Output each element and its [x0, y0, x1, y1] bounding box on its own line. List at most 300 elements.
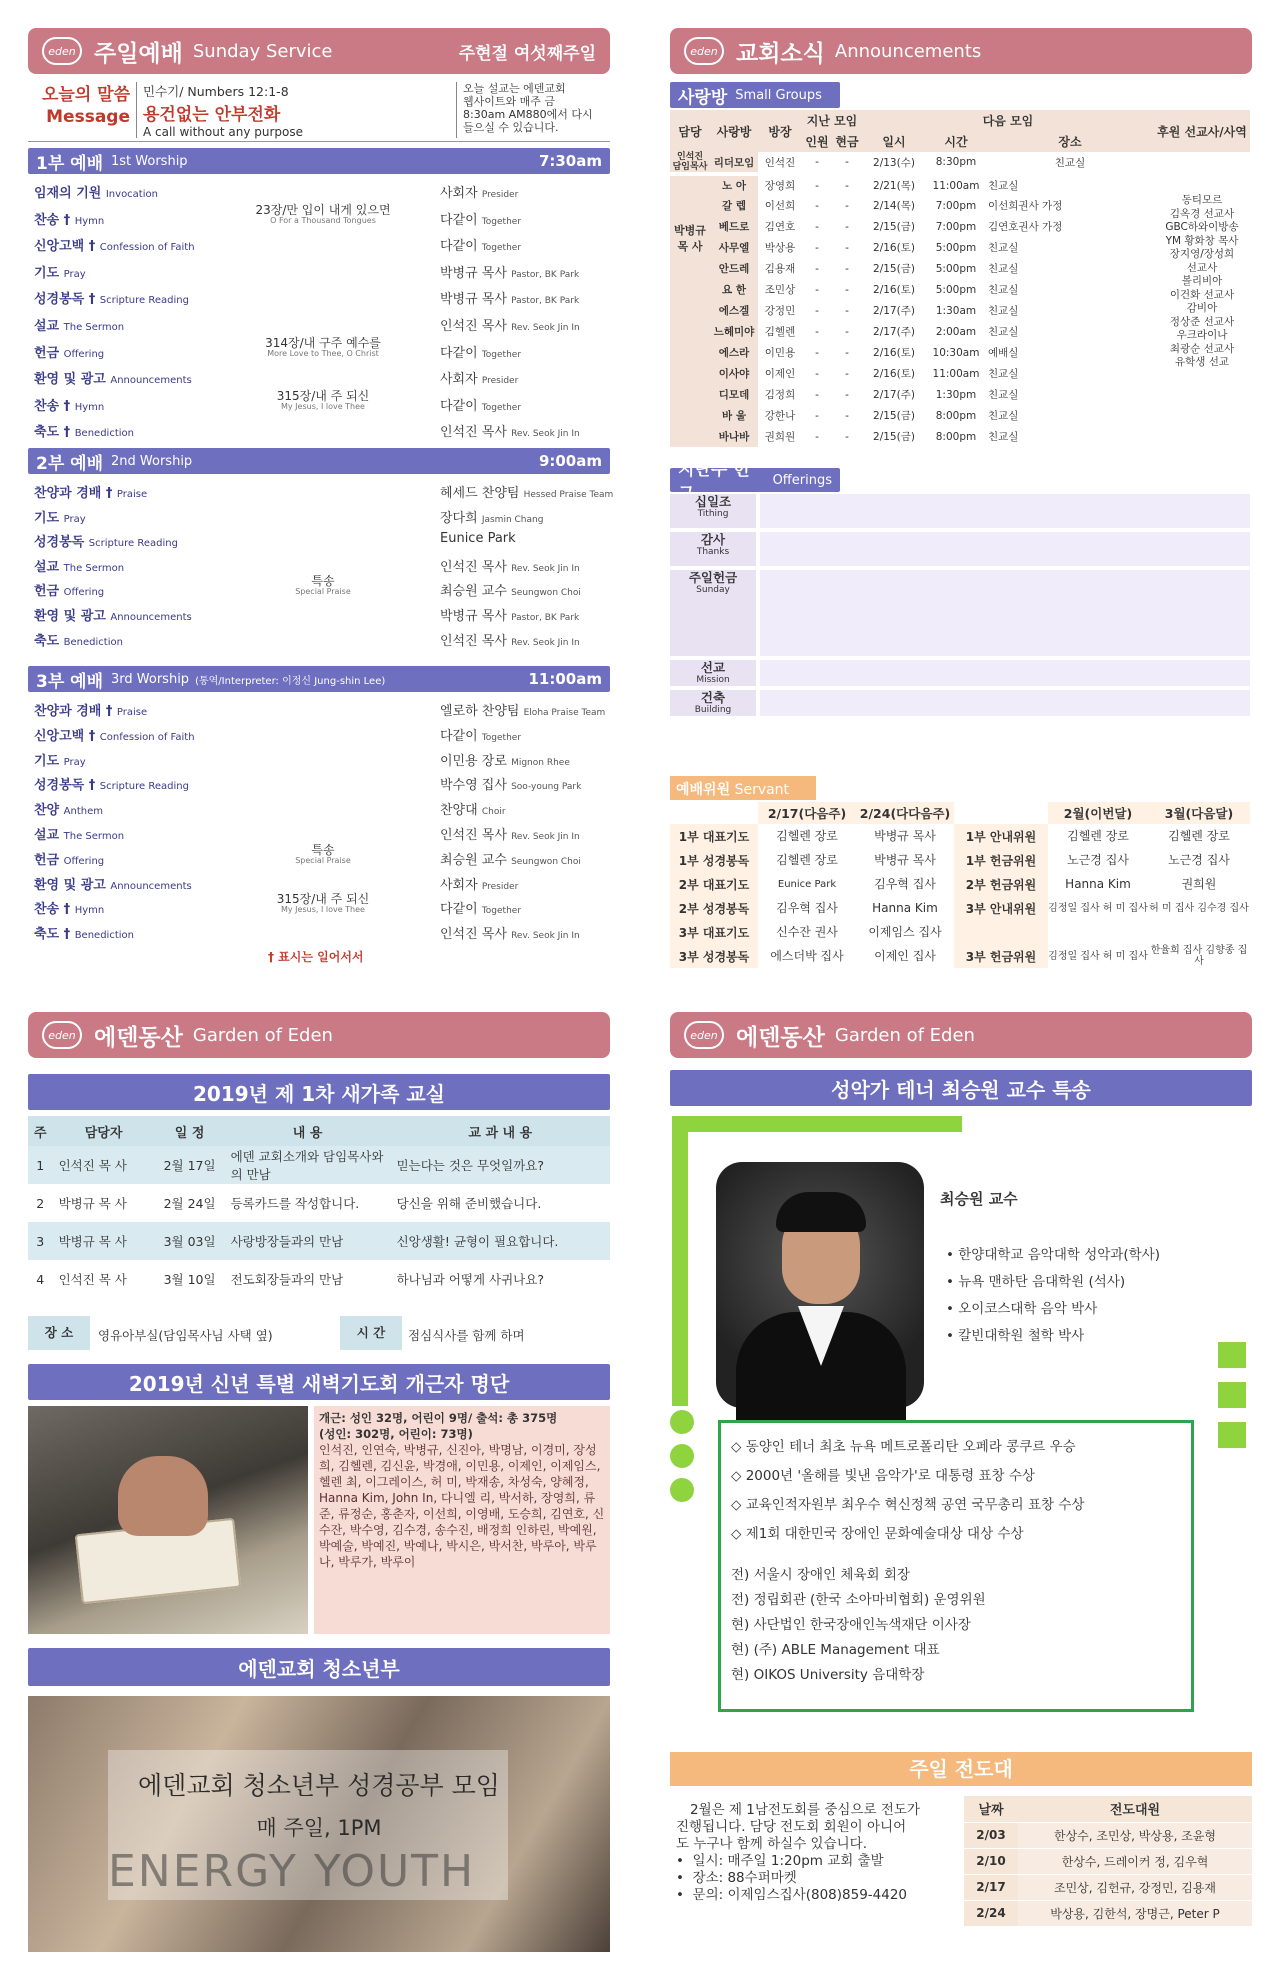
offering-label-ko: 십일조 — [694, 494, 732, 509]
message-box — [28, 78, 610, 142]
cell: 10:30am — [932, 346, 980, 359]
order-item-person — [440, 799, 506, 818]
order-item-name — [34, 262, 86, 281]
missionary-line: 장지영/장성희 — [1169, 248, 1235, 260]
cell: 8:30pm — [935, 156, 977, 168]
order-item-person — [440, 482, 613, 501]
order-item-name — [34, 605, 192, 624]
person-name-en: Together — [481, 243, 522, 254]
service-order-row — [28, 601, 628, 627]
class-row — [28, 1146, 610, 1184]
person-name-en: Presider — [481, 881, 519, 892]
person-name: 인석진 목사 — [440, 425, 507, 441]
servant-name: 김정일 집사 허 미 집사 — [1048, 902, 1148, 914]
career-item: 현) 사단법인 한국장애인녹색재단 이사장 — [731, 1617, 971, 1633]
cell: - — [815, 179, 819, 192]
offering-label — [670, 690, 756, 716]
order-item-person — [440, 288, 579, 307]
message-verse: 민수기/ Numbers 12:1-8 — [143, 84, 289, 99]
servant-name: 한율희 집사 김향종 집사 — [1150, 945, 1248, 967]
servant-row — [670, 824, 1250, 848]
cell: 이민용 — [764, 347, 796, 359]
order-item-label: 찬양과 경배 † — [34, 704, 113, 719]
first-worship-title: 1부 예배 — [36, 153, 104, 174]
missionary-line: 김옥경 선교사 — [1169, 207, 1235, 220]
cell: 2/16(토) — [873, 347, 915, 359]
cell: 장영희 — [764, 180, 796, 192]
tenor-education-list — [946, 1242, 1160, 1350]
evangelism-row — [964, 1822, 1252, 1848]
evangelism-bullet: • 장소: 88수퍼마켓 — [676, 1870, 797, 1886]
order-item-person — [440, 262, 579, 281]
servant-name: Eunice Park — [777, 878, 837, 890]
person-name-en: Pastor, BK Park — [511, 296, 580, 307]
order-item-person — [440, 824, 580, 843]
order-item-name — [34, 874, 192, 893]
order-item-label-en: Announcements — [110, 880, 192, 892]
col-header: 담당자 — [53, 1116, 155, 1146]
hymn-title: 특송 — [311, 574, 335, 589]
offering-label — [670, 570, 756, 656]
offerings-table — [670, 494, 1250, 774]
order-item-label-en: Pray — [63, 268, 86, 280]
servant-name — [1148, 920, 1250, 944]
offering-value — [760, 532, 1250, 566]
worship-week: 주현절 여섯째주일 — [458, 43, 596, 64]
service-order-row — [28, 696, 628, 722]
person-name: 인석진 목사 — [440, 927, 507, 943]
education-text: 한양대학교 음악대학 성악과(학사) — [958, 1247, 1160, 1263]
order-item-label: 환영 및 광고 — [34, 372, 106, 388]
person-name-en: Rev. Seok Jin In — [511, 563, 580, 574]
order-item-label: 찬송 † — [34, 398, 71, 414]
evangelism-bullet: • 일시: 매주일 1:20pm 교회 출발 — [676, 1853, 884, 1869]
evangelism-line: 진행됩니다. 담당 전도회 회원이 아니어 — [676, 1819, 907, 1835]
cell: 조민상 — [764, 284, 796, 296]
evangelism-date: 2/10 — [964, 1848, 1018, 1874]
cell: - — [815, 241, 819, 254]
person-name-en: Together — [481, 732, 522, 743]
order-item-person — [440, 774, 581, 793]
col-header: 방장 — [758, 110, 802, 152]
order-item-label-en: Offering — [63, 348, 105, 360]
career-item: 현) (주) ABLE Management 대표 — [731, 1642, 940, 1658]
eden-right-title: 에덴동산 — [736, 1024, 825, 1051]
person-name: 이민용 장로 — [440, 753, 507, 769]
order-item-label: 기도 — [34, 265, 60, 281]
order-item-label: 찬송 † — [34, 212, 71, 228]
order-item-label: 설교 — [34, 828, 60, 843]
order-item-person — [440, 923, 580, 942]
eden-right-title-en: Garden of Eden — [834, 1024, 975, 1046]
green-dot-icon — [670, 1478, 694, 1502]
missionary-line: 이건화 선교사 — [1169, 288, 1235, 301]
servant-name: 김헬렌 장로 — [1067, 828, 1129, 843]
group-name: 느헤미야 — [710, 321, 758, 342]
cell: 친교실 — [988, 389, 1019, 401]
class-row — [28, 1222, 610, 1260]
first-worship-title-en: 1st Worship — [111, 153, 188, 169]
servant-row — [670, 944, 1250, 968]
person-name-en: Together — [481, 349, 522, 360]
cell: 친교실 — [988, 410, 1019, 422]
person-name-en: Together — [481, 216, 522, 227]
order-item-name — [34, 849, 104, 868]
worship-title: 주일예배 — [94, 40, 183, 67]
family-class-rows — [28, 1146, 610, 1298]
person-name-en: Soo-young Park — [511, 782, 582, 793]
servant-name: 김헬렌 장로 — [1168, 828, 1230, 843]
order-item-label-en: Scripture Reading — [88, 538, 178, 550]
cell: 김연호권사 가정 — [988, 221, 1063, 233]
service-order-row — [28, 746, 628, 772]
servant-role: 1부 헌금위원 — [954, 848, 1048, 872]
cell: - — [845, 325, 849, 338]
class-cell: 당신을 위해 준비했습니다. — [396, 1196, 542, 1211]
cell: - — [815, 304, 819, 317]
evangelism-row — [964, 1900, 1252, 1926]
cell: 강한나 — [764, 410, 796, 422]
evangelism-line: 도 누구나 함께 하실수 있습니다. — [676, 1836, 867, 1852]
cell: 1:30pm — [935, 388, 977, 401]
group-pastor: 박병규 목 사 — [670, 174, 710, 300]
first-worship-time: 7:30am — [538, 152, 602, 170]
service-order-row — [28, 503, 628, 529]
second-worship-title: 2부 예배 — [36, 453, 104, 474]
order-item-person — [440, 235, 521, 254]
group-name: 리더모임 — [710, 152, 758, 174]
cell: - — [815, 199, 819, 212]
order-item-name — [34, 700, 147, 719]
person-name-en: Together — [481, 906, 522, 917]
cell: - — [815, 156, 819, 168]
cell: - — [845, 409, 849, 422]
order-item-label: 신앙고백 † — [34, 728, 96, 744]
order-item-label-en: The Sermon — [63, 562, 125, 574]
eden-right-header — [670, 1012, 1252, 1058]
family-class-table — [28, 1116, 610, 1298]
servant-name: 권희원 — [1181, 876, 1217, 891]
order-item-hymn — [238, 337, 408, 358]
order-item-label-en: Benediction — [63, 636, 123, 648]
cell: 이제인 — [764, 368, 796, 380]
servant-role: 2부 대표기도 — [670, 872, 758, 896]
servant-row — [670, 920, 1250, 944]
order-item-label-en: Announcements — [110, 612, 192, 623]
offering-row — [670, 494, 1250, 528]
order-item-label-en: Offering — [63, 587, 105, 599]
cell: 2/17(주) — [873, 326, 915, 338]
hymn-title: 315장/내 주 되신 — [276, 892, 370, 907]
service-order-row — [28, 894, 628, 920]
servant-role: 2부 헌금위원 — [954, 872, 1048, 896]
youth-study-label: 에덴교회 청소년부 성경공부 모임 — [138, 1771, 500, 1800]
third-worship-order — [28, 696, 628, 958]
servant-name: 노근경 집사 — [1168, 852, 1230, 867]
evangelism-date: 2/24 — [964, 1900, 1018, 1926]
order-item-label: 축도 † — [34, 425, 71, 441]
person-name: 다같이 — [440, 902, 478, 918]
second-worship-title-en: 2nd Worship — [111, 453, 193, 469]
person-name-en: Rev. Seok Jin In — [511, 323, 580, 333]
col-header: 일시 — [862, 131, 926, 152]
evangelism-line: 2월은 제 1남전도회를 중심으로 전도가 — [690, 1802, 920, 1818]
eden-left-section — [28, 1012, 610, 1952]
missionary-line: YM 황화창 목사 — [1165, 234, 1239, 247]
col-header — [670, 802, 758, 824]
group-name: 에스라 — [710, 342, 758, 363]
class-cell: 박병규 목 사 — [53, 1222, 155, 1260]
cell: 2/15(금) — [873, 410, 915, 422]
hymn-title: 314장/내 구주 예수를 — [265, 335, 381, 350]
servant-name: 에스더박 집사 — [770, 948, 844, 963]
third-worship-bar — [28, 666, 610, 692]
eden-logo-icon: eden — [42, 1021, 82, 1049]
cell: 친교실 — [988, 242, 1019, 254]
missionary-line: 볼리비아 — [1181, 275, 1223, 287]
servant-role: 1부 안내위원 — [954, 824, 1048, 848]
evangelism-date: 2/03 — [964, 1822, 1018, 1848]
person-name: 박병규 목사 — [440, 609, 507, 624]
class-cell: 1 — [28, 1146, 53, 1184]
career-item: 전) 정립회관 (한국 소아마비협회) 운영위원 — [731, 1592, 986, 1608]
education-item: • 칼빈대학원 철학 박사 — [946, 1328, 1085, 1344]
green-accent — [1218, 1342, 1246, 1368]
cell: - — [815, 283, 819, 296]
offerings-title: 지난주 헌 — [678, 460, 750, 480]
eden-logo-icon: eden — [42, 37, 82, 65]
cell: 2/17(주) — [873, 305, 915, 317]
cell: - — [815, 325, 819, 338]
missionary-line: 우크라이나 — [1176, 329, 1228, 341]
cell: 7:00pm — [935, 199, 977, 212]
order-item-person — [440, 531, 516, 546]
servants-rows — [670, 824, 1250, 968]
worship-header — [28, 28, 610, 74]
person-name-en: Choir — [481, 807, 506, 818]
cell: - — [845, 304, 849, 317]
servant-row — [670, 896, 1250, 920]
career-item: 전) 서울시 장애인 체육회 회장 — [731, 1567, 910, 1583]
cell: - — [815, 409, 819, 422]
support-missionaries — [1154, 174, 1250, 447]
col-header — [954, 802, 1048, 824]
col-header: 날짜 — [964, 1796, 1018, 1822]
cell: - — [815, 367, 819, 380]
evangelism-bar — [670, 1752, 1252, 1786]
service-order-row — [28, 311, 628, 337]
green-accent — [672, 1116, 688, 1406]
order-item-label-en: Praise — [116, 489, 148, 500]
hymn-title-en: O For a Thousand Tongues — [270, 215, 376, 225]
green-accent — [672, 1116, 962, 1132]
person-name: 사회자 — [440, 372, 478, 388]
order-item-label-en: Hymn — [74, 215, 105, 227]
education-item: • 오이코스대학 음악 박사 — [946, 1301, 1098, 1317]
group-name: 바 울 — [710, 405, 758, 426]
order-item-name — [34, 556, 124, 575]
person-name-en: Seungwon Choi — [511, 856, 581, 867]
stand-note: † 표시는 일어서서 — [268, 950, 364, 964]
offering-row — [670, 660, 1250, 686]
order-item-label-en: Confession of Faith — [99, 731, 195, 743]
cell: 1:30am — [935, 304, 977, 317]
person-name: 다같이 — [440, 728, 478, 744]
order-item-person — [440, 421, 580, 440]
education-text: 오이코스대학 음악 박사 — [958, 1301, 1098, 1317]
offering-row — [670, 532, 1250, 566]
cell: 권희원 — [764, 431, 796, 443]
cell: - — [845, 367, 849, 380]
order-item-person — [440, 342, 521, 361]
col-header: 교 과 내 용 — [391, 1116, 610, 1146]
person-name-en: Rev. Seok Jin In — [511, 931, 580, 942]
career-item: 현) OIKOS University 음대학장 — [731, 1667, 925, 1683]
cell: 2/16(토) — [873, 284, 915, 296]
missionary-line: 정상준 선교사 — [1169, 315, 1235, 328]
group-name: 요 한 — [710, 279, 758, 300]
cell: 2/16(토) — [873, 242, 915, 254]
cell: - — [845, 179, 849, 192]
col-header: 3월(다음달) — [1148, 802, 1250, 824]
servant-name: Hanna Kim — [1065, 876, 1131, 891]
class-row — [28, 1260, 610, 1298]
servant-role: 1부 성경봉독 — [670, 848, 758, 872]
service-order-row — [28, 258, 628, 284]
cell: 11:00am — [932, 179, 980, 192]
order-item-person — [440, 605, 579, 624]
bullet-text: 문의: 이제임스집사(808)859-4420 — [692, 1887, 908, 1903]
order-item-hymn — [238, 204, 408, 225]
message-title: 용건없는 안부전화 — [143, 105, 281, 125]
order-item-person — [440, 556, 580, 575]
second-worship-time: 9:00am — [538, 452, 602, 470]
offering-label-en: Sunday — [696, 585, 730, 595]
order-item-label-en: Invocation — [105, 189, 158, 200]
cell: 8:00pm — [935, 430, 977, 443]
hymn-title: 23장/만 입이 내게 있으면 — [255, 202, 391, 217]
offering-label-en: Building — [694, 705, 732, 715]
servant-name: 이제임스 집사 — [868, 924, 942, 939]
servant-role: 2부 성경봉독 — [670, 896, 758, 920]
class-cell: 인석진 목 사 — [58, 1272, 127, 1287]
person-name-en: Pastor, BK Park — [511, 269, 580, 280]
class-row — [28, 1184, 610, 1222]
evangelism-team: 한상수, 조민상, 박상용, 조윤형 — [1018, 1822, 1252, 1848]
order-item-name — [34, 235, 195, 254]
evangelism-table — [964, 1796, 1252, 1927]
cell: 친교실 — [988, 180, 1019, 192]
col-header: 내 용 — [225, 1116, 391, 1146]
servant-name: 박병규 목사 — [874, 852, 936, 867]
order-item-name — [34, 421, 134, 440]
green-accent — [1218, 1382, 1246, 1408]
order-item-name — [34, 315, 124, 334]
class-cell: 3월 10일 — [163, 1272, 216, 1287]
order-item-label-en: Hymn — [74, 401, 105, 413]
class-cell: 2 — [36, 1195, 45, 1211]
person-name: 인석진 목사 — [440, 559, 507, 575]
cell: - — [845, 156, 849, 168]
cell: 5:00pm — [935, 241, 977, 254]
order-item-person — [440, 395, 521, 414]
missionary-line: 선교사 — [1186, 261, 1218, 274]
cell: 2/15(금) — [873, 263, 915, 275]
cell: 7:00pm — [935, 220, 977, 233]
order-item-label: 임재의 기원 — [34, 186, 102, 201]
col-header: 담당 — [670, 110, 710, 152]
col-header: 전도대원 — [1018, 1796, 1252, 1822]
order-item-name — [34, 482, 147, 501]
servant-name: 노근경 집사 — [1067, 852, 1129, 867]
award-item: ◇ 동양인 테너 최초 뉴욕 메트로폴리탄 오페라 콩쿠르 우승 — [731, 1439, 1076, 1455]
order-item-name — [34, 824, 124, 843]
cell: - — [815, 430, 819, 443]
servant-role: 3부 안내위원 — [954, 896, 1048, 920]
person-name: 최승원 교수 — [440, 852, 507, 868]
person-name-en: Together — [481, 402, 522, 413]
group-name: 바나바 — [710, 426, 758, 447]
youth-photo — [28, 1696, 610, 1952]
announcements-header — [670, 28, 1252, 74]
cell: 8:00pm — [935, 409, 977, 422]
service-order-row — [28, 770, 628, 796]
offerings-bar — [670, 460, 840, 492]
person-name: 최승원 교수 — [440, 584, 507, 600]
order-item-label: 성경봉독 † — [34, 778, 96, 794]
offering-row — [670, 570, 1250, 656]
order-item-person — [440, 725, 521, 744]
offering-value — [760, 570, 1250, 656]
small-groups-rows — [670, 174, 1250, 447]
order-item-label-en: The Sermon — [63, 322, 125, 333]
class-cell: 3월 03일 — [155, 1222, 225, 1260]
cell: 2/17(주) — [873, 389, 915, 401]
servant-role: 1부 대표기도 — [670, 824, 758, 848]
small-group-row — [670, 174, 1250, 195]
missionary-line: 감비아 — [1186, 302, 1218, 314]
bullet-text: 일시: 매주일 1:20pm 교회 출발 — [692, 1853, 884, 1869]
class-cell: 4 — [36, 1271, 45, 1287]
service-order-row — [28, 721, 628, 747]
group-name: 노 아 — [710, 174, 758, 195]
cell: 2/14(목) — [873, 200, 915, 212]
group-head: 인석진 — [764, 156, 796, 169]
worship-section — [28, 28, 614, 964]
youth-time-label: 매 주일, 1PM — [256, 1816, 382, 1840]
service-order-row — [28, 231, 628, 257]
servant-name: 김우혁 집사 — [776, 900, 838, 915]
service-order-row — [28, 388, 628, 417]
missionary-line: 동티모르 — [1181, 194, 1223, 206]
cell: 2/21(목) — [873, 180, 915, 192]
missionary-line: 최광순 선교사 — [1169, 342, 1235, 355]
cell: 강정민 — [764, 305, 796, 317]
education-text: 칼빈대학원 철학 박사 — [958, 1328, 1085, 1344]
person-name: Eunice Park — [440, 531, 516, 547]
person-name-en: Seungwon Choi — [511, 588, 581, 599]
order-item-hymn — [238, 844, 408, 865]
order-item-label-en: Pray — [63, 513, 86, 525]
person-name: 박병규 목사 — [440, 292, 507, 308]
offerings-title-en: Offerings — [772, 472, 832, 488]
cell: 예배실 — [988, 347, 1019, 359]
order-item-label: 기도 — [34, 510, 60, 526]
education-item: • 뉴욕 맨하탄 음대학원 (석사) — [946, 1274, 1126, 1290]
hands-shape-icon — [118, 1456, 208, 1536]
servant-name: 박병규 목사 — [874, 828, 936, 843]
evangelism-row — [964, 1874, 1252, 1900]
